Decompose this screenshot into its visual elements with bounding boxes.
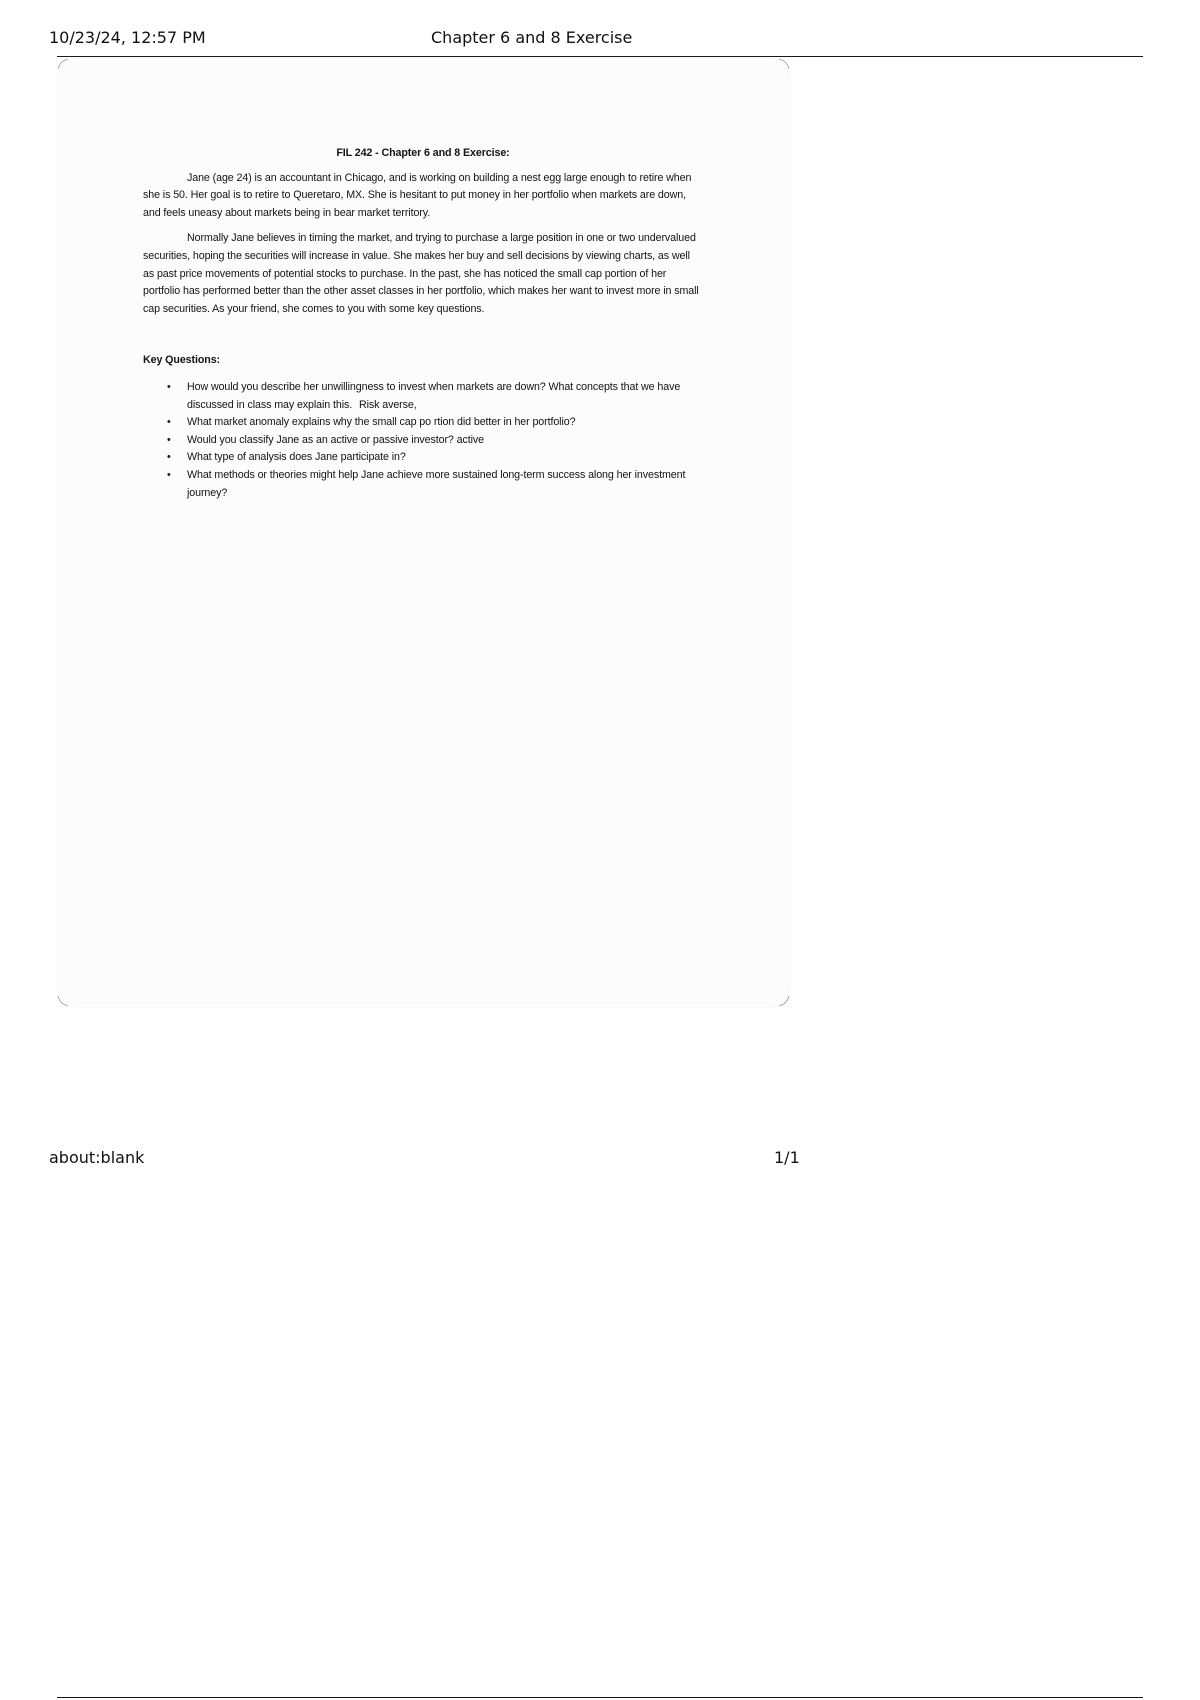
list-item	[167, 432, 687, 450]
bullet-icon: •	[167, 451, 171, 464]
list-item	[167, 414, 687, 432]
corner-crop-mark-icon	[57, 58, 69, 70]
bullet-icon: •	[167, 433, 171, 446]
list-item	[167, 449, 687, 467]
question-text: What type of analysis does Jane participate in?	[187, 451, 406, 464]
background-paragraph: Normally Jane believes in timing the market, and trying to purchase a large position in one or two undervalued securities, hoping the securities will increase in value. She makes her buy and sell decisions by viewing charts, as well as past price movements of potential stocks to purchase. In the past, she has noticed the small cap portion of her portfolio has performed better than the other asset classes in her portfolio, which makes her want to invest more in small cap securities. As your friend, she comes to you with some key questions.	[143, 232, 699, 315]
page-number: 1/1	[774, 1148, 800, 1167]
key-questions-heading: Key Questions:	[143, 354, 220, 367]
key-questions-list	[143, 379, 687, 502]
document-body	[143, 145, 703, 502]
list-item	[167, 467, 687, 502]
document-title: FIL 242 - Chapter 6 and 8 Exercise:	[336, 147, 510, 159]
answer-text: Risk averse,	[356, 398, 417, 411]
bullet-icon: •	[167, 380, 171, 393]
list-item	[167, 379, 687, 414]
question-text: Would you classify Jane as an active or passive investor?	[187, 433, 454, 446]
intro-paragraph: Jane (age 24) is an accountant in Chicago, and is working on building a nest egg large enough to retire when she is 50. Her goal is to retire to Queretaro, MX. She is hesitant to put money in her portfolio when markets are down, and feels uneasy about markets being in bear market territory.	[143, 171, 692, 219]
footer-divider	[57, 1697, 1143, 1698]
print-page-title: Chapter 6 and 8 Exercise	[431, 28, 633, 47]
print-url: about:blank	[49, 1148, 145, 1167]
question-text: What market anomaly explains why the small cap po rtion did better in her portfolio?	[187, 416, 576, 429]
question-text: How would you describe her unwillingness to invest when markets are down? What concepts that we have discussed in class may explain this.	[187, 380, 681, 411]
question-text: What methods or theories might help Jane achieve more sustained long-term success along her investment journey?	[187, 468, 686, 499]
answer-text: active	[456, 433, 484, 446]
bullet-icon: •	[167, 416, 171, 429]
corner-crop-mark-icon	[778, 995, 790, 1007]
print-datetime: 10/23/24, 12:57 PM	[49, 28, 206, 47]
bullet-icon: •	[167, 468, 171, 481]
corner-crop-mark-icon	[57, 995, 69, 1007]
header-divider	[57, 56, 1143, 57]
corner-crop-mark-icon	[778, 58, 790, 70]
